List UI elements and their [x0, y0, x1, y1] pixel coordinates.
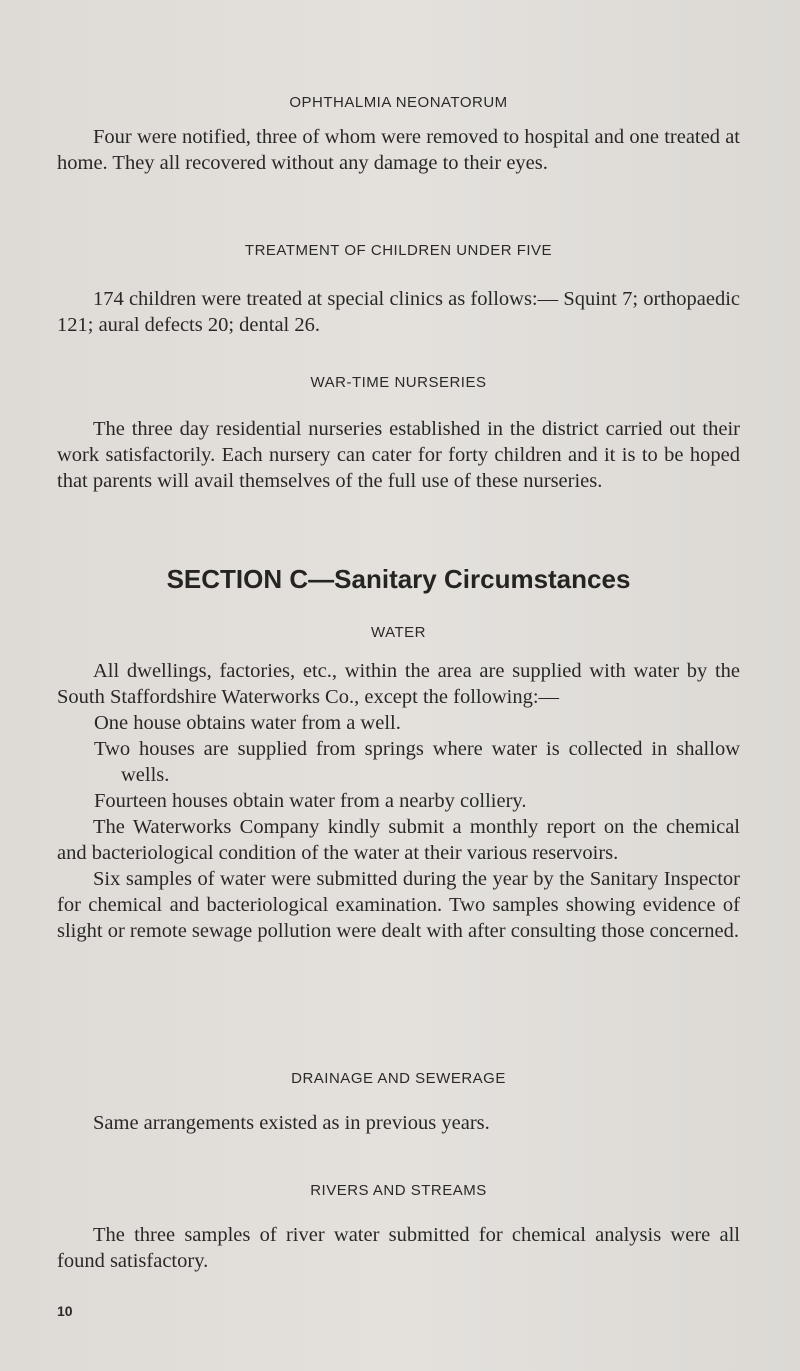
paragraph-water-report: The Waterworks Company kindly submit a monthly report on the chemical and bacteriological condition of the water at their various reservoirs.: [57, 816, 740, 864]
heading-rivers-streams: RIVERS AND STREAMS: [310, 1182, 487, 1199]
paragraph-nurseries: [57, 416, 740, 494]
paragraph-water: [57, 658, 740, 944]
heading-treatment-children: TREATMENT OF CHILDREN UNDER FIVE: [244, 242, 553, 259]
section-title: SECTION C—Sanitary Circumstances: [166, 564, 631, 594]
heading-water: WATER: [371, 624, 426, 641]
water-exception-3: Fourteen houses obtain water from a nearby colliery.: [94, 790, 527, 812]
page-number: 10: [57, 1303, 73, 1319]
paragraph-rivers-text: The three samples of river water submitted for chemical analysis were all found satisfactory.: [57, 1224, 740, 1272]
water-exception-2: Two houses are supplied from springs where water is collected in shallow wells.: [94, 738, 740, 786]
paragraph-drainage-text: Same arrangements existed as in previous years.: [93, 1112, 490, 1134]
paragraph-water-intro: All dwellings, factories, etc., within the area are supplied with water by the South Staffordshire Waterworks Co., except the following:—: [57, 660, 740, 708]
paragraph-nurseries-text: The three day residential nurseries established in the district carried out their work satisfactorily. Each nursery can cater for forty children and it is to be hoped that parents will avail themselves of the full use of these nurseries.: [57, 418, 740, 492]
heading-drainage-sewerage: DRAINAGE AND SEWERAGE: [291, 1070, 506, 1087]
paragraph-treatment: [57, 286, 740, 338]
paragraph-drainage: [57, 1110, 740, 1136]
paragraph-water-samples: Six samples of water were submitted during the year by the Sanitary Inspector for chemical and bacteriological examination. Two samples showing evidence of slight or remote sewage pollution were dealt with after consulting those concerned.: [57, 868, 740, 942]
paragraph-ophthalmia: [57, 124, 740, 176]
water-exception-1: One house obtains water from a well.: [94, 712, 401, 734]
heading-ophthalmia-neonatorum: OPHTHALMIA NEONATORUM: [289, 94, 508, 111]
heading-war-time-nurseries: WAR-TIME NURSERIES: [310, 374, 487, 391]
paragraph-ophthalmia-text: Four were notified, three of whom were removed to hospital and one treated at home. They all recovered without any damage to their eyes.: [57, 126, 740, 174]
paragraph-treatment-text: 174 children were treated at special clinics as follows:— Squint 7; orthopaedic 121; aural defects 20; dental 26.: [57, 288, 740, 336]
paragraph-rivers: [57, 1222, 740, 1274]
